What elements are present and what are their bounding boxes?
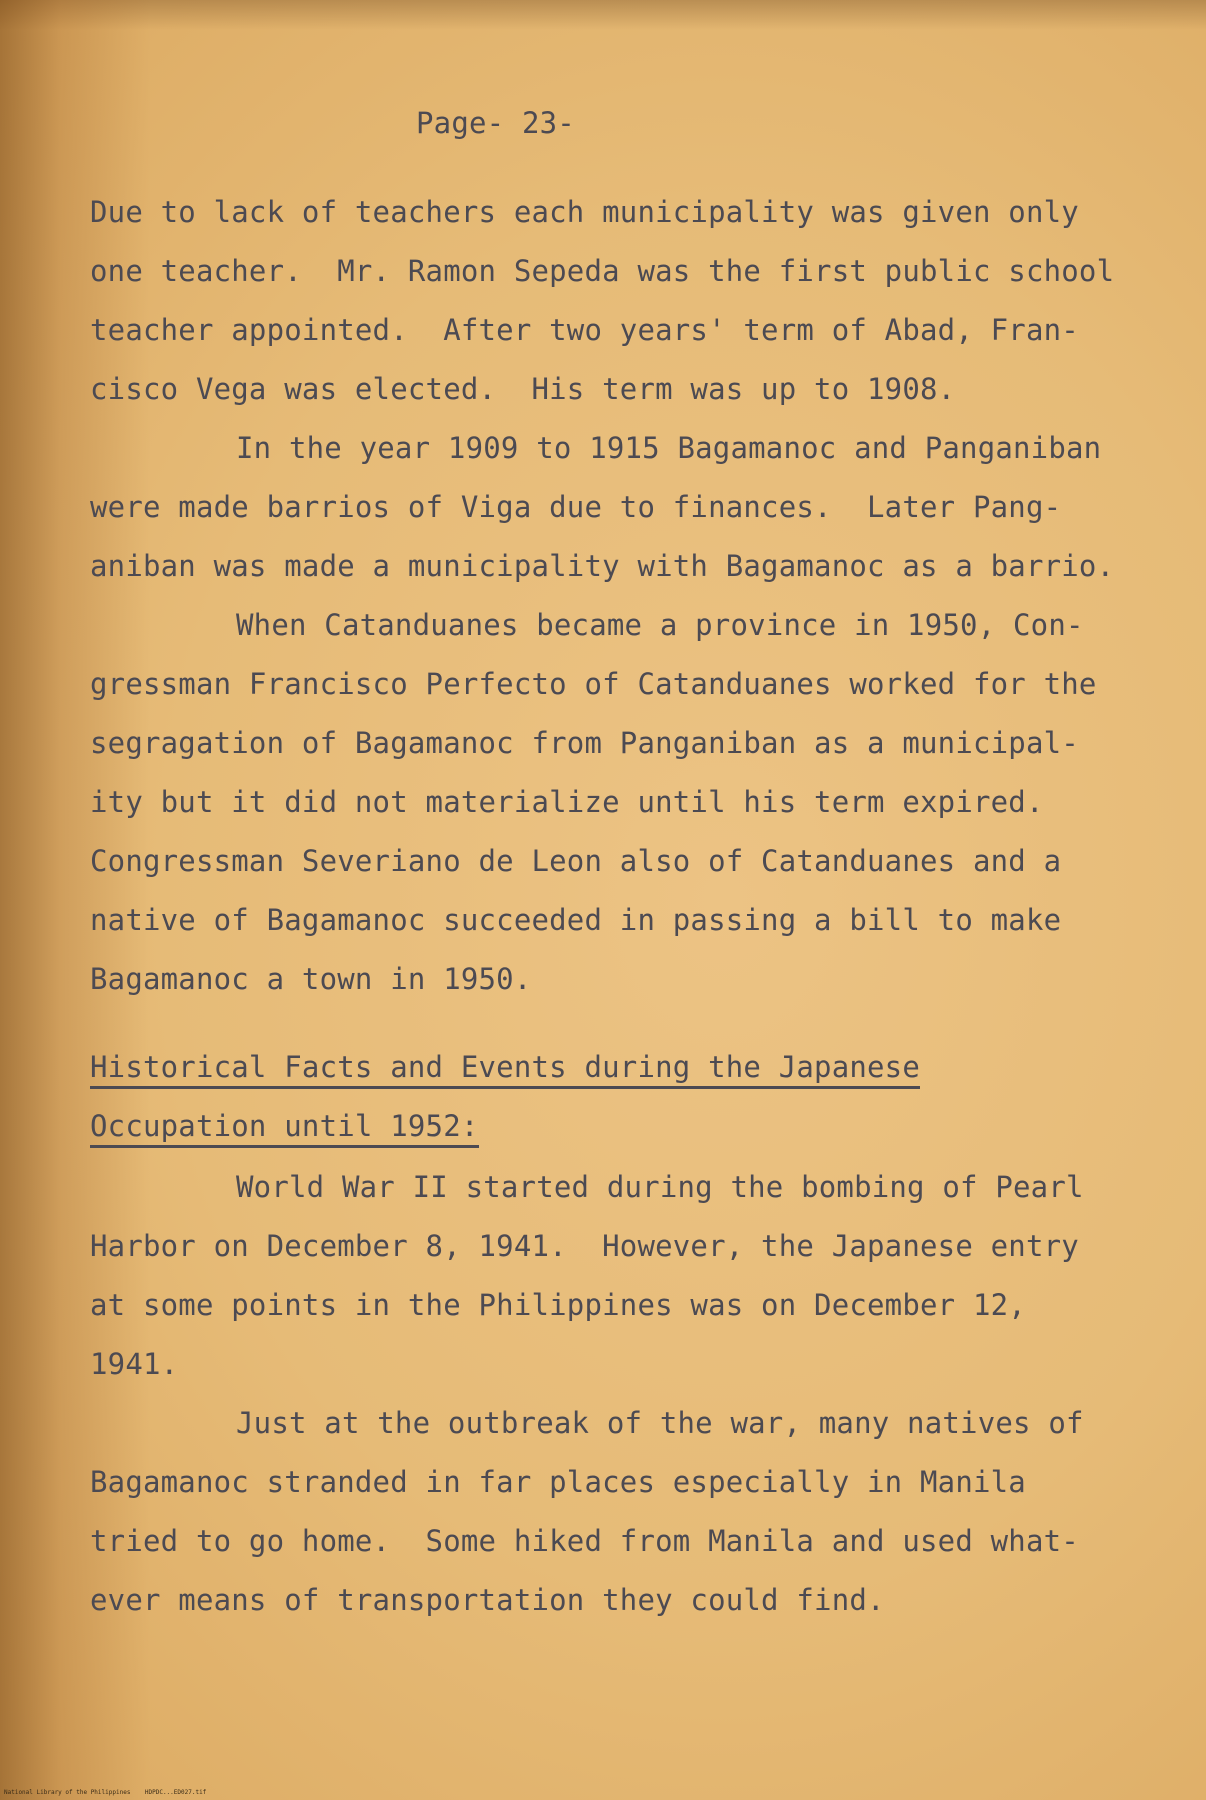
text-line: tried to go home. Some hiked from Manila and used what- [90,1524,1079,1558]
footer-caption: National Library of the Philippines HDPDC...ED027.tif [4,1789,207,1796]
text-line: teacher appointed. After two years' term of Abad, Fran- [90,313,1079,347]
text-line: Just at the outbreak of the war, many natives of [236,1406,1084,1440]
text-line: Bagamanoc stranded in far places especially in Manila [90,1465,1026,1499]
text-line: In the year 1909 to 1915 Bagamanoc and Panganiban [236,431,1102,465]
text-line: 1941. [90,1347,179,1381]
text-line: aniban was made a municipality with Bagamanoc as a barrio. [90,549,1115,583]
text-line: gressman Francisco Perfecto of Catanduanes worked for the [90,667,1097,701]
text-line: were made barrios of Viga due to finances. Later Pang- [90,490,1062,524]
text-line: one teacher. Mr. Ramon Sepeda was the first public school [90,254,1115,288]
text-line: Harbor on December 8, 1941. However, the Japanese entry [90,1229,1079,1263]
text-line: World War II started during the bombing of Pearl [236,1170,1084,1204]
section-heading: Historical Facts and Events during the Japanese [90,1050,920,1089]
text-line: ever means of transportation they could find. [90,1583,885,1617]
text-line: ity but it did not materialize until his term expired. [90,785,1044,819]
text-line: segragation of Bagamanoc from Panganiban as a municipal- [90,726,1079,760]
text-line: Congressman Severiano de Leon also of Catanduanes and a [90,844,1062,878]
text-line: When Catanduanes became a province in 1950, Con- [236,608,1084,642]
text-line: native of Bagamanoc succeeded in passing a bill to make [90,903,1062,937]
text-line: Due to lack of teachers each municipality was given only [90,195,1079,229]
text-line: cisco Vega was elected. His term was up to 1908. [90,372,956,406]
text-line: at some points in the Philippines was on December 12, [90,1288,1026,1322]
text-line: Bagamanoc a town in 1950. [90,962,532,996]
section-heading: Occupation until 1952: [90,1109,479,1148]
page-number: Page- 23- [416,106,575,140]
